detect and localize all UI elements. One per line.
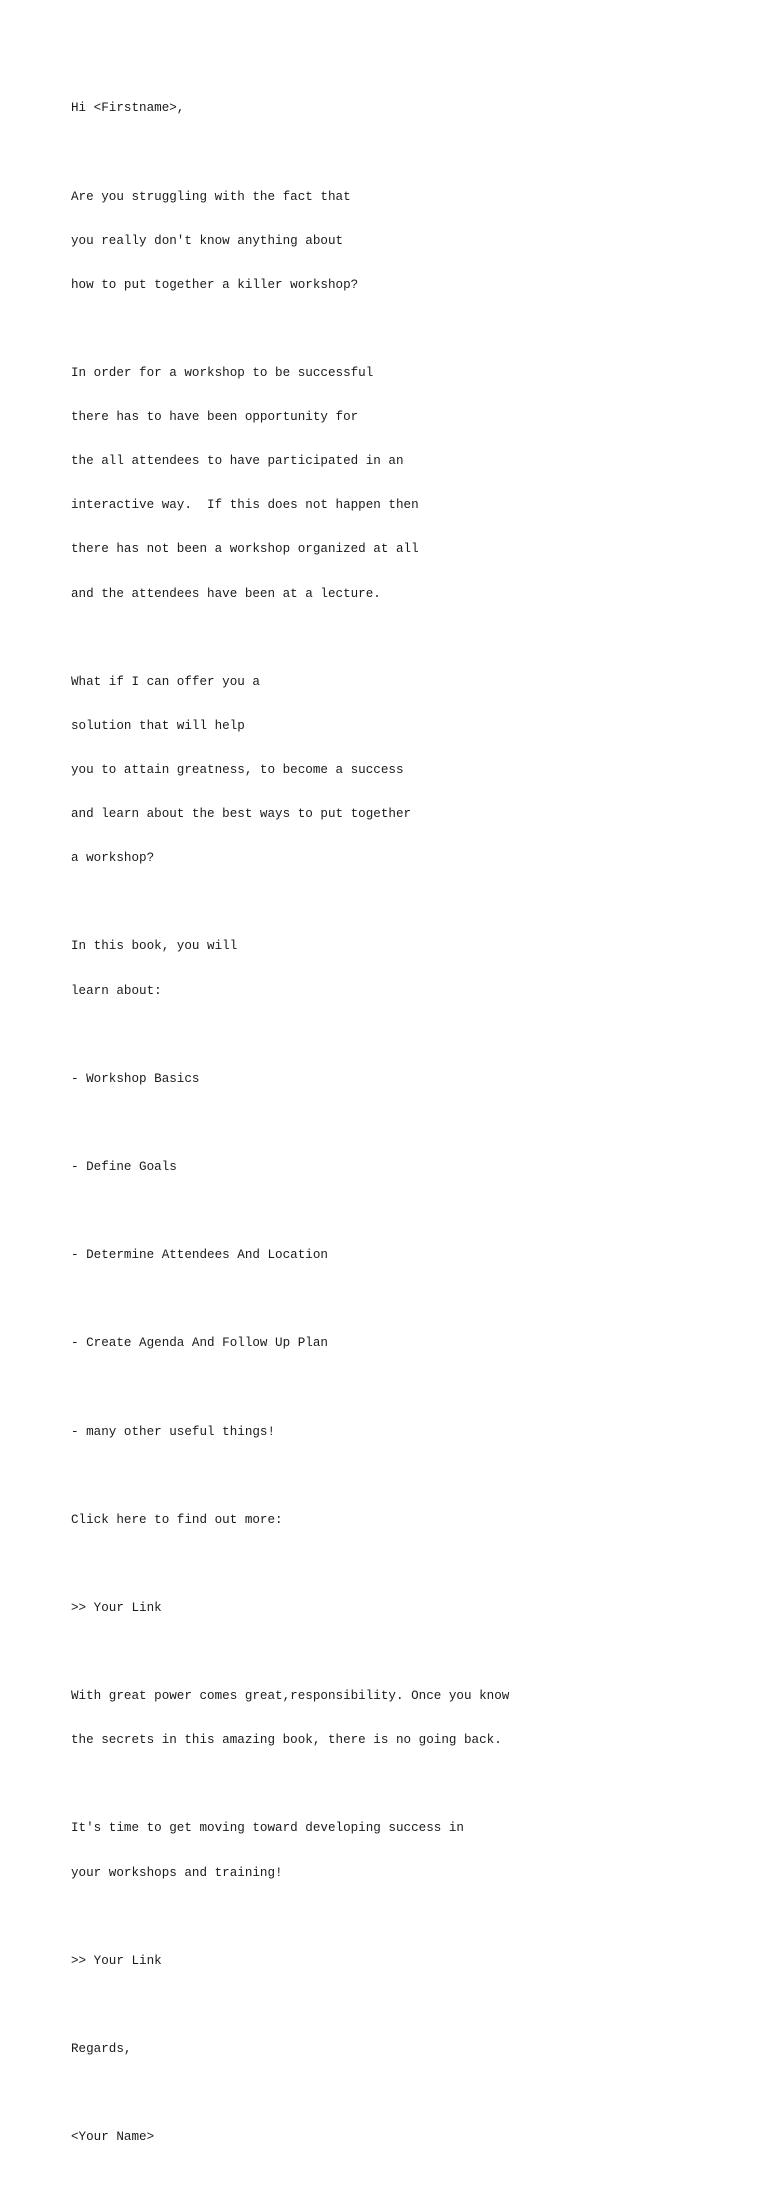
email-letter-body [71,72,731,2189]
list-item-text: - Determine Attendees And Location [71,1248,328,1263]
text-line: It's time to get moving toward developing success in [71,1821,464,1836]
list-item [71,1307,731,1381]
text-line: there has not been a workshop organized at all [71,542,419,557]
text-line: Hi <Firstname>, [71,101,185,116]
text-line: interactive way. If this does not happen then [71,498,419,513]
list-item [71,1395,731,1469]
signature [71,2101,731,2175]
text-line: you to attain greatness, to become a success [71,763,404,777]
text-line: and learn about the best ways to put together [71,807,412,822]
text-line: how to put together a killer workshop? [71,277,359,292]
link-paragraph [71,1924,731,1998]
text-line: <Your Name> [71,2130,155,2145]
text-line: What if I can offer you a [71,674,260,689]
list-item-text: - Define Goals [71,1159,177,1174]
text-line: your workshops and training! [71,1865,283,1880]
text-line: Are you struggling with the fact that [71,189,351,204]
list-item [71,1131,731,1205]
text-line: With great power comes great,responsibility. Once you know [71,1689,510,1704]
list-item-text: - Create Agenda And Follow Up Plan [71,1336,328,1351]
list-item [71,1042,731,1116]
text-line: the all attendees to have participated in an [71,454,404,469]
text-line: you really don't know anything about [71,233,344,248]
list-item [71,1219,731,1293]
closing-paragraph [71,1792,731,1910]
text-line: a workshop? [71,851,155,866]
text-line: and the attendees have been at a lecture. [71,586,381,601]
your-link-1[interactable]: >> Your Link [71,1600,162,1615]
text-line: solution that will help [71,718,245,733]
learn-about-paragraph [71,910,731,1028]
sign-off [71,2013,731,2087]
text-line: the secrets in this amazing book, there is no going back. [71,1733,502,1748]
list-item-text: - Workshop Basics [71,1071,200,1086]
power-paragraph [71,1660,731,1778]
body-paragraph [71,337,731,631]
your-link-2[interactable]: >> Your Link [71,1953,162,1968]
call-to-action [71,1483,731,1557]
list-item-text: - many other useful things! [71,1424,276,1439]
text-line: learn about: [71,983,162,998]
intro-paragraph [71,160,731,322]
text-line: Regards, [71,2041,132,2056]
link-paragraph [71,1572,731,1646]
offer-paragraph [71,645,731,895]
text-line: In order for a workshop to be successful [71,366,374,381]
text-line: Click here to find out more: [71,1512,283,1527]
text-line: there has to have been opportunity for [71,410,359,425]
greeting-paragraph [71,72,731,146]
text-line: In this book, you will [71,939,238,954]
